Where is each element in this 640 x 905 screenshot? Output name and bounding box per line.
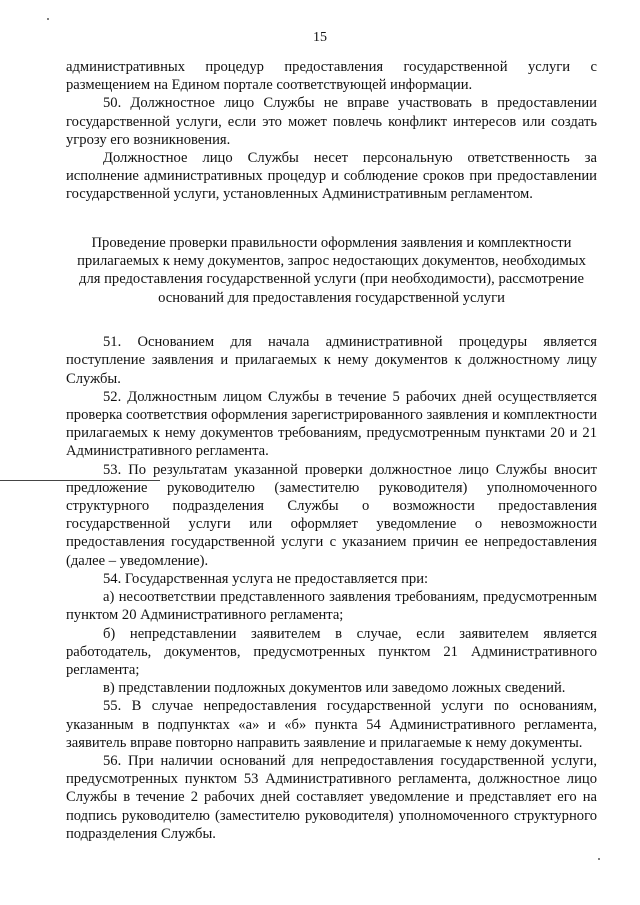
paragraph-54-b: б) непредставлении заявителем в случае, если заявителем является работодатель, документов, предусмотренных пунктом 21 Административного регламента; bbox=[66, 625, 597, 678]
scan-speck bbox=[47, 18, 49, 20]
paragraph-55: 55. В случае непредоставления государственной услуги по основаниям, указанным в подпунктах «а» и «б» пункта 54 Административного регламента, заявитель вправе повторно направить заявление и прилагаемые к нему документы. bbox=[66, 698, 597, 751]
document-body bbox=[66, 58, 597, 843]
section-heading: Проведение проверки правильности оформления заявления и комплектности прилагаемых к нему документов, запрос недостающих документов, необходимых для предоставления государственной услуги (при необходимости), рассмотрение оснований для предоставления государственной услуги bbox=[77, 234, 586, 306]
paragraph-54: 54. Государственная услуга не предоставляется при: bbox=[103, 570, 429, 587]
paragraph-51: 51. Основанием для начала административной процедуры является поступление заявления и прилагаемых к нему документов к должностному лицу Службы. bbox=[66, 334, 597, 387]
paragraph-56: 56. При наличии оснований для непредоставления государственной услуги, предусмотренных пунктом 53 Административного регламента, должностное лицо Службы в течение 2 рабочих дней составляет уведомление и представляет его на подпись руководителю (заместителю руководителя) уполномоченного структурного подразделения Службы. bbox=[66, 752, 597, 842]
paragraph-50: 50. Должностное лицо Службы не вправе участвовать в предоставлении государственной услуги, если это может повлечь конфликт интересов или создать угрозу его возникновения. bbox=[66, 95, 597, 148]
paragraph-continuation: административных процедур предоставления государственной услуги с размещением на Едином портале соответствующей информации. bbox=[66, 59, 597, 94]
paragraph-54-v: в) представлении подложных документов или заведомо ложных сведений. bbox=[103, 680, 566, 697]
paragraph-54-a: а) несоответствии представленного заявления требованиям, предусмотренным пунктом 20 Административного регламента; bbox=[66, 589, 597, 624]
paragraph-53: 53. По результатам указанной проверки должностное лицо Службы вносит предложение руководителю (заместителю руководителя) уполномоченного структурного подразделения Службы о возможности предоставления государственной услуги или оформляет уведомление о невозможности предоставления государственной услуги с указанием причин ее непредоставления (далее – уведомление). bbox=[66, 461, 597, 569]
scan-speck bbox=[598, 858, 600, 860]
paragraph-52: 52. Должностным лицом Службы в течение 5 рабочих дней осуществляется проверка соответствия оформления зарегистрированного заявления и комплектности прилагаемых к нему документов требованиям, предусмотренным пунктами 20 и 21 Административного регламента. bbox=[66, 388, 597, 460]
page-number: 15 bbox=[313, 30, 327, 45]
paragraph-responsibility: Должностное лицо Службы несет персональную ответственность за исполнение административных процедур и соблюдение сроков при предоставлении государственной услуги, установленных Административным регламентом. bbox=[66, 150, 597, 203]
